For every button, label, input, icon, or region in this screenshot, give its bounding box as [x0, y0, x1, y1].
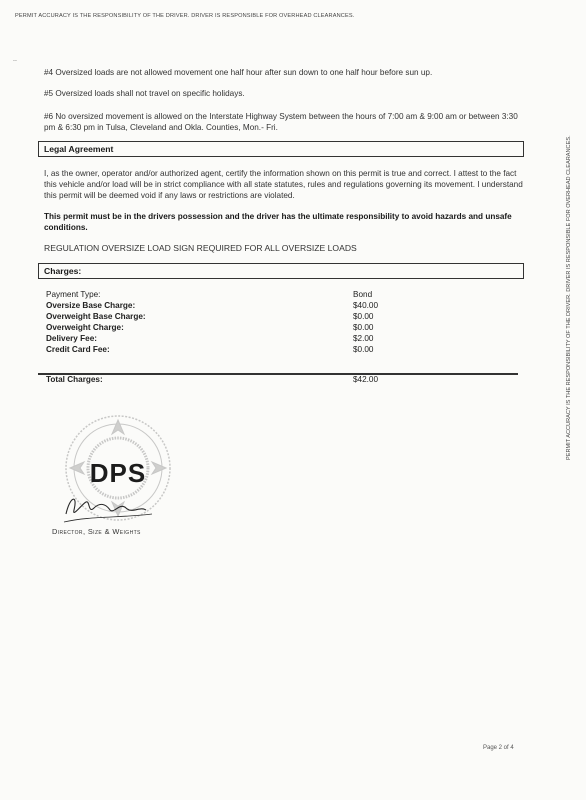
charge-label: Payment Type: — [46, 290, 101, 299]
charge-label: Credit Card Fee: — [46, 345, 110, 354]
page-number: Page 2 of 4 — [483, 745, 514, 751]
charge-value: $40.00 — [353, 301, 379, 310]
signer-title: Director, Size & Weights — [52, 527, 141, 536]
charge-value: $2.00 — [353, 334, 374, 343]
charge-value: $0.00 — [353, 345, 374, 354]
scan-speck: .. — [13, 56, 17, 63]
charge-row — [46, 300, 466, 311]
legal-agreement-heading: Legal Agreement — [38, 141, 524, 157]
legal-agreement-body: I, as the owner, operator and/or authorized agent, certify the information shown on this permit is true and correct. I attest to the fact this vehicle and/or load will be in strict compliance with all state statutes, rules and regulations governing its movement. I understand this permit will be deemed void if any laws or restrictions are violated. — [44, 169, 523, 200]
restriction-6: #6 No oversized movement is allowed on the Interstate Highway System between the hours of 7:00 am & 9:00 am or between 3:30 pm & 6:30 pm in Tulsa, Cleveland and Okla. Counties, Mon.- Fri. — [44, 112, 518, 132]
charge-row — [46, 311, 466, 322]
charge-value: Bond — [353, 290, 373, 299]
dps-seal — [60, 410, 180, 533]
side-responsibility-banner: PERMIT ACCURACY IS THE RESPONSIBILITY OF THE DRIVER. DRIVER IS RESPONSIBLE FOR OVERHEAD CLEARANCES. — [566, 135, 572, 460]
charge-row — [46, 333, 466, 344]
charges-heading: Charges: — [38, 263, 524, 279]
charge-row — [46, 344, 466, 355]
charge-label: Overweight Charge: — [46, 323, 124, 332]
charge-row — [46, 322, 466, 333]
restriction-5: #5 Oversized loads shall not travel on specific holidays. — [44, 89, 245, 98]
total-value: $42.00 — [353, 375, 379, 384]
restriction-4: #4 Oversized loads are not allowed movement one half hour after sun down to one half hour before sun up. — [44, 68, 433, 77]
total-label: Total Charges: — [46, 375, 103, 384]
charge-row — [46, 289, 466, 300]
dps-seal-emblem — [60, 410, 180, 528]
total-divider — [38, 373, 518, 375]
possession-notice: This permit must be in the drivers possession and the driver has the ultimate responsibility to avoid hazards and unsafe conditions. — [44, 212, 512, 232]
charge-value: $0.00 — [353, 312, 374, 321]
charge-label: Delivery Fee: — [46, 334, 97, 343]
oversize-sign-notice: REGULATION OVERSIZE LOAD SIGN REQUIRED FOR ALL OVERSIZE LOADS — [44, 243, 357, 253]
dps-emblem-text: DPS — [89, 458, 147, 488]
charge-label: Oversize Base Charge: — [46, 301, 136, 310]
charge-label: Overweight Base Charge: — [46, 312, 146, 321]
top-responsibility-banner: PERMIT ACCURACY IS THE RESPONSIBILITY OF THE DRIVER. DRIVER IS RESPONSIBLE FOR OVERHEAD CLEARANCES. — [15, 13, 355, 19]
charges-table — [46, 289, 466, 355]
charge-value: $0.00 — [353, 323, 374, 332]
